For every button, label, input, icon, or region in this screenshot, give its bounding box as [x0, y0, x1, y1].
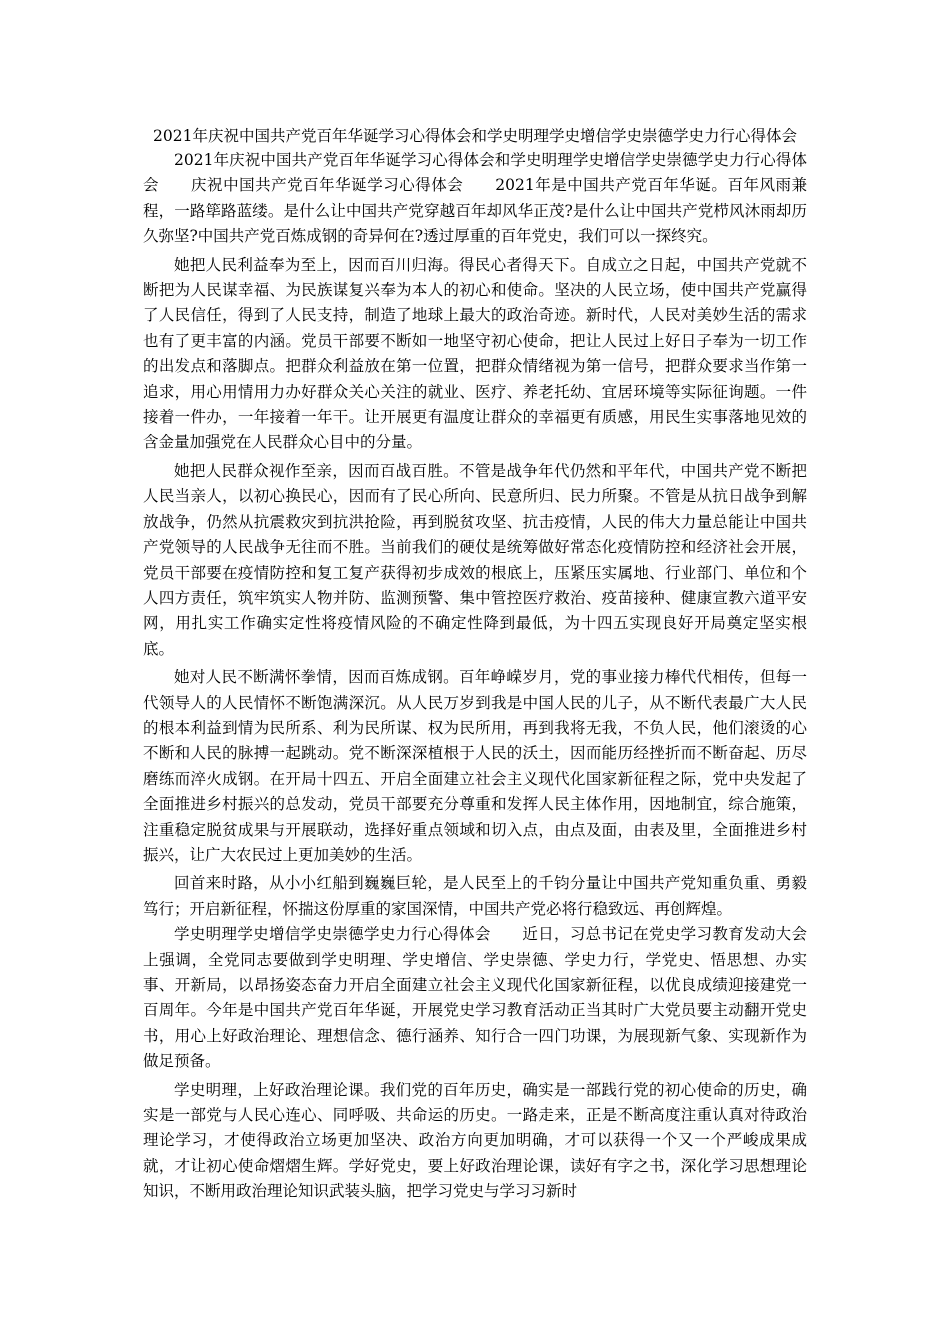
paragraph-people-as-family: 她把人民群众视作至亲，因而百战百胜。不管是战争年代仍然和平年代，中国共产党不断把人民当亲人，以初心换民心，因而有了民心所向、民意所归、民力所聚。不管是从抗日战争到解放战争，仍然从抗震救灾到抗洪抢险，再到脱贫攻坚、抗击疫情，人民的伟大力量总能让中国共产党领导的人民战争无往而不胜。当前我们的硬仗是统筹做好常态化疫情防控和经济社会开展，党员干部要在疫情防控和复工复产获得初步成效的根底上，压紧压实属地、行业部门、单位和个人四方责任，筑牢筑实人物并防、监测预警、集中管控医疗救治、疫苗接种、健康宣教六道平安网，用扎实工作确实定性将疫情风险的不确定性降到最低，为十四五实现良好开局奠定坚实根底。: [143, 461, 807, 658]
document-title: 2021年庆祝中国共产党百年华诞学习心得体会和学史明理学史增信学史崇德学史力行心得体会: [153, 127, 797, 145]
paragraph-people-interests: 她把人民利益奉为至上，因而百川归海。得民心者得天下。自成立之日起，中国共产党就不断把为人民谋幸福、为民族谋复兴奉为本人的初心和使命。坚决的人民立场，使中国共产党赢得了人民信任，得到了人民支持，制造了地球上最大的政治奇迹。新时代，人民对美妙生活的需求也有了更丰富的内涵。党员干部要不断如一地坚守初心使命，把让人民过上好日子奉为一切工作的出发点和落脚点。把群众利益放在第一位置，把群众情绪视为第一信号，把群众要求当作第一追求，用心用情用力办好群众关心关注的就业、医疗、养老托幼、宜居环境等实际征询题。一件接着一件办，一年接着一年干。让开展更有温度让群众的幸福更有质感，用民生实事落地见效的含金量加强党在人民群众心目中的分量。: [143, 255, 807, 452]
document-body: [143, 118, 807, 1205]
paragraph-intro: 2021年庆祝中国共产党百年华诞学习心得体会和学史明理学史增信学史崇德学史力行心得体会 庆祝中国共产党百年华诞学习心得体会 2021年是中国共产党百年华诞。百年风雨兼程，一路筚路蓝缕。是什么让中国共产党穿越百年却风华正茂?是什么让中国共产党栉风沐雨却历久弥坚?中国共产党百炼成钢的奇异何在?透过厚重的百年党史，我们可以一探终究。: [143, 151, 807, 246]
paragraph-study-history: 学史明理学史增信学史崇德学史力行心得体会 近日，习总书记在党史学习教育发动大会上强调，全党同志要做到学史明理、学史增信、学史崇德、学史力行，学党史、悟思想、办实事、开新局，以昂扬姿态奋力开启全面建立社会主义现代化国家新征程，以优良成绩迎接建党一百周年。今年是中国共产党百年华诞，开展党史学习教育活动正当其时广大党员要主动翻开党史书，用心上好政治理论、理想信念、德行涵养、知行合一四门功课，为展现新气象、实现新作为做足预备。: [143, 925, 807, 1071]
paragraph-looking-back: 回首来时路，从小小红船到巍巍巨轮，是人民至上的千钧分量让中国共产党知重负重、勇毅笃行；开启新征程，怀揣这份厚重的家国深情，中国共产党必将行稳致远、再创辉煌。: [143, 874, 807, 918]
paragraph-people-affection: 她对人民不断满怀拳情，因而百炼成钢。百年峥嵘岁月，党的事业接力棒代代相传，但每一代领导人的人民情怀不断饱满深沉。从人民万岁到我是中国人民的儿子，从不断代表最广大人民的根本利益到情为民所系、利为民所谋、权为民所用，再到我将无我，不负人民，他们滚烫的心不断和人民的脉搏一起跳动。党不断深深植根于人民的沃土，因而能历经挫折而不断奋起、历尽磨练而淬火成钢。在开局十四五、开启全面建立社会主义现代化国家新征程之际，党中央发起了全面推进乡村振兴的总发动，党员干部要充分尊重和发挥人民主体作用，因地制宜，综合施策，注重稳定脱贫成果与开展联动，选择好重点领域和切入点，由点及面，由表及里，全面推进乡村振兴，让广大农民过上更加美妙的生活。: [143, 668, 807, 864]
paragraph-political-theory: 学史明理，上好政治理论课。我们党的百年历史，确实是一部践行党的初心使命的历史，确实是一部党与人民心连心、同呼吸、共命运的历史。一路走来，正是不断高度注重认真对待政治理论学习，才使得政治立场更加坚决、政治方向更加明确，才可以获得一个又一个严峻成果成就，才让初心使命熠熠生辉。学好党史，要上好政治理论课，读好有字之书，深化学习思想理论知识，不断用政治理论知识武装头脑，把学习党史与学习习新时: [143, 1080, 807, 1201]
